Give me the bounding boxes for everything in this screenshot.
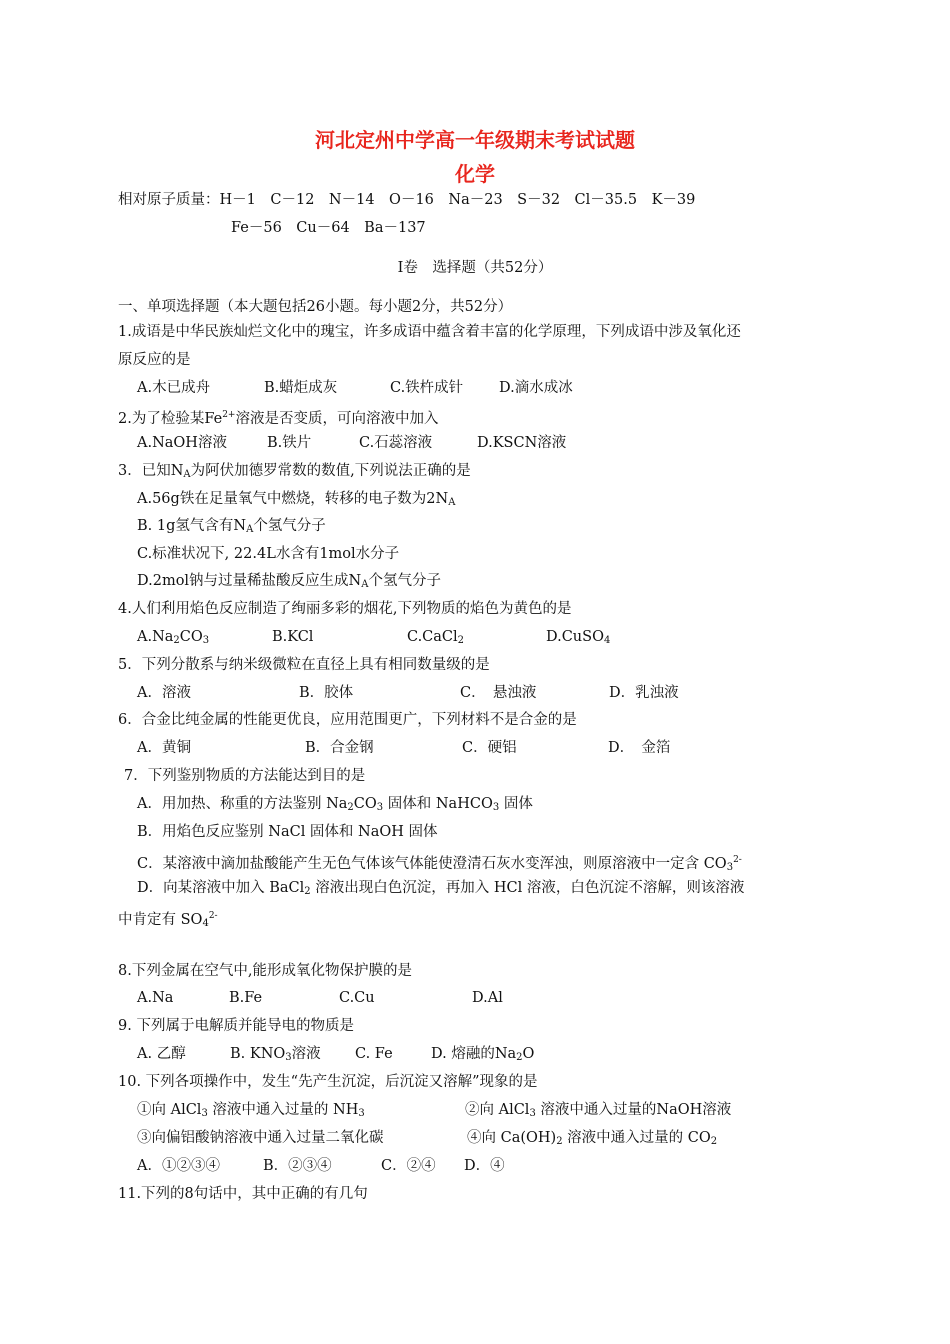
q2-option-c: C.石蕊溶液	[359, 435, 433, 451]
q3-option-a: A.56g铁在足量氧气中燃烧，转移的电子数为$2N_A$	[137, 491, 456, 508]
q6-option-a: A．黄铜	[137, 740, 191, 756]
q9-option-b: B. $KNO_3$溶液	[230, 1046, 321, 1063]
q4-stem: 4.人们利用焰色反应制造了绚丽多彩的烟花,下列物质的焰色为黄色的是	[118, 601, 572, 617]
q4-option-d: D.CuSO$_4$	[546, 629, 611, 646]
q10-options	[137, 1156, 505, 1176]
q6-option-b: B．合金钢	[305, 740, 374, 756]
q1-option-d: D.滴水成冰	[499, 380, 573, 396]
q7-option-b: B．用焰色反应鉴别 NaCl 固体和 NaOH 固体	[137, 824, 438, 840]
q2-option-a: A.NaOH溶液	[137, 435, 227, 451]
q9-option-a: A. 乙醇	[137, 1046, 186, 1062]
q9-option-c: C. Fe	[355, 1046, 393, 1062]
q1-option-a: A.木已成舟	[137, 380, 211, 396]
atomic-masses-line-2: Fe－56 Cu－64 Ba－137	[231, 220, 426, 236]
q6-option-d: D． 金箔	[608, 740, 671, 756]
q1-option-b: B.蜡炬成灰	[264, 380, 338, 396]
q7-option-d: D．向某溶液中加入 BaCl$_2$ 溶液出现白色沉淀，再加入 HCl 溶液，白色沉淀不溶解，则该溶液	[137, 880, 745, 897]
q5-option-c: C． 悬浊液	[460, 685, 537, 701]
q10-option-a: A．①②③④	[137, 1158, 220, 1174]
q10-option-d: D．④	[464, 1158, 505, 1174]
q2-stem: 2.为了检验某$Fe^{2+}$溶液是否变质，可向溶液中加入	[118, 410, 439, 427]
q6-option-c: C．硬铝	[462, 740, 517, 756]
q7-option-d-line2: 中肯定有 $SO_4^{2-}$	[118, 911, 218, 929]
q1-options	[137, 378, 573, 398]
q5-option-a: A．溶液	[137, 685, 191, 701]
part-one-heading: 一、单项选择题（本大题包括26小题。每小题2分，共52分）	[118, 299, 513, 315]
q1-option-c: C.铁杵成针	[390, 380, 464, 396]
exam-title: 河北定州中学高一年级期末考试试题	[315, 128, 635, 152]
q3-option-d: D.2mol钠与过量稀盐酸反应生成$N_A$个氢气分子	[137, 573, 441, 590]
subject-title: 化学	[455, 162, 495, 186]
q10-stem: 10. 下列各项操作中，发生“先产生沉淀，后沉淀又溶解”现象的是	[118, 1074, 538, 1090]
q5-stem: 5．下列分散系与纳米级微粒在直径上具有相同数量级的是	[118, 657, 490, 673]
q4-option-a: $A.Na_2CO_3$	[137, 629, 210, 646]
q9-option-d: D. 熔融的$Na_2O$	[431, 1046, 535, 1063]
q8-option-a: A.Na	[137, 990, 174, 1006]
q9-stem: 9. 下列属于电解质并能导电的物质是	[118, 1018, 354, 1034]
q2-options	[137, 433, 566, 453]
q8-stem: 8.下列金属在空气中,能形成氧化物保护膜的是	[118, 963, 412, 979]
q8-option-b: B.Fe	[229, 990, 263, 1006]
q1-stem-line1: 1.成语是中华民族灿烂文化中的瑰宝，许多成语中蕴含着丰富的化学原理，下列成语中涉及氧化还	[118, 324, 741, 340]
q3-stem: 3．已知$N_A$为阿伏加德罗常数的数值,下列说法正确的是	[118, 463, 471, 480]
atomic-masses-line-1: 相对原子质量：H－1 C－12 N－14 O－16 Na－23 S－32 Cl－35.5 K－39	[118, 192, 696, 208]
q10-operation-1: ①向 AlCl$_3$ 溶液中通入过量的 $NH_3$	[137, 1102, 365, 1119]
q2-option-b: B.铁片	[267, 435, 312, 451]
q10-operation-2: ②向 AlCl$_3$ 溶液中通入过量的NaOH溶液	[465, 1102, 732, 1119]
q10-option-c: C．②④	[381, 1158, 436, 1174]
q10-option-b: B．②③④	[263, 1158, 332, 1174]
q9-options	[137, 1044, 534, 1068]
q8-option-c: C.Cu	[339, 990, 375, 1006]
q3-option-c: C.标准状况下, 22.4L水含有1mol水分子	[137, 546, 400, 562]
q11-stem: 11.下列的8句话中，其中正确的有几句	[118, 1186, 368, 1202]
q2-option-d: D.KSCN溶液	[477, 435, 567, 451]
q7-stem: 7．下列鉴别物质的方法能达到目的是	[124, 768, 366, 784]
q7-option-a: A．用加热、称重的方法鉴别 $Na_2CO_3$ 固体和 NaHCO$_3$ 固体	[137, 796, 533, 813]
q6-stem: 6．合金比纯金属的性能更优良，应用范围更广，下列材料不是合金的是	[118, 712, 577, 728]
q1-stem-line2: 原反应的是	[118, 352, 191, 368]
q10-operation-3: ③向偏铝酸钠溶液中通入过量二氧化碳	[137, 1130, 384, 1146]
section-title: Ⅰ卷 选择题（共52分）	[397, 260, 553, 276]
q4-options	[137, 627, 610, 651]
q4-option-c: C.CaCl$_2$	[407, 629, 465, 646]
q10-operations-row2	[137, 1128, 717, 1152]
q5-option-b: B．胶体	[299, 685, 354, 701]
q3-option-b: B. 1g氢气含有$N_A$个氢气分子	[137, 518, 326, 535]
q6-options	[137, 738, 670, 758]
q8-option-d: D.Al	[472, 990, 503, 1006]
q10-operations-row1	[137, 1100, 731, 1124]
q8-options	[137, 988, 503, 1008]
q5-options	[137, 683, 679, 703]
q5-option-d: D．乳浊液	[609, 685, 679, 701]
q10-operation-4: ④向 $Ca(OH)_2$ 溶液中通入过量的 $CO_2$	[467, 1130, 718, 1147]
q7-option-c: C．某溶液中滴加盐酸能产生无色气体该气体能使澄清石灰水变浑浊，则原溶液中一定含 $CO_3^{2-}$	[137, 855, 742, 873]
q4-option-b: B.KCl	[272, 629, 314, 645]
